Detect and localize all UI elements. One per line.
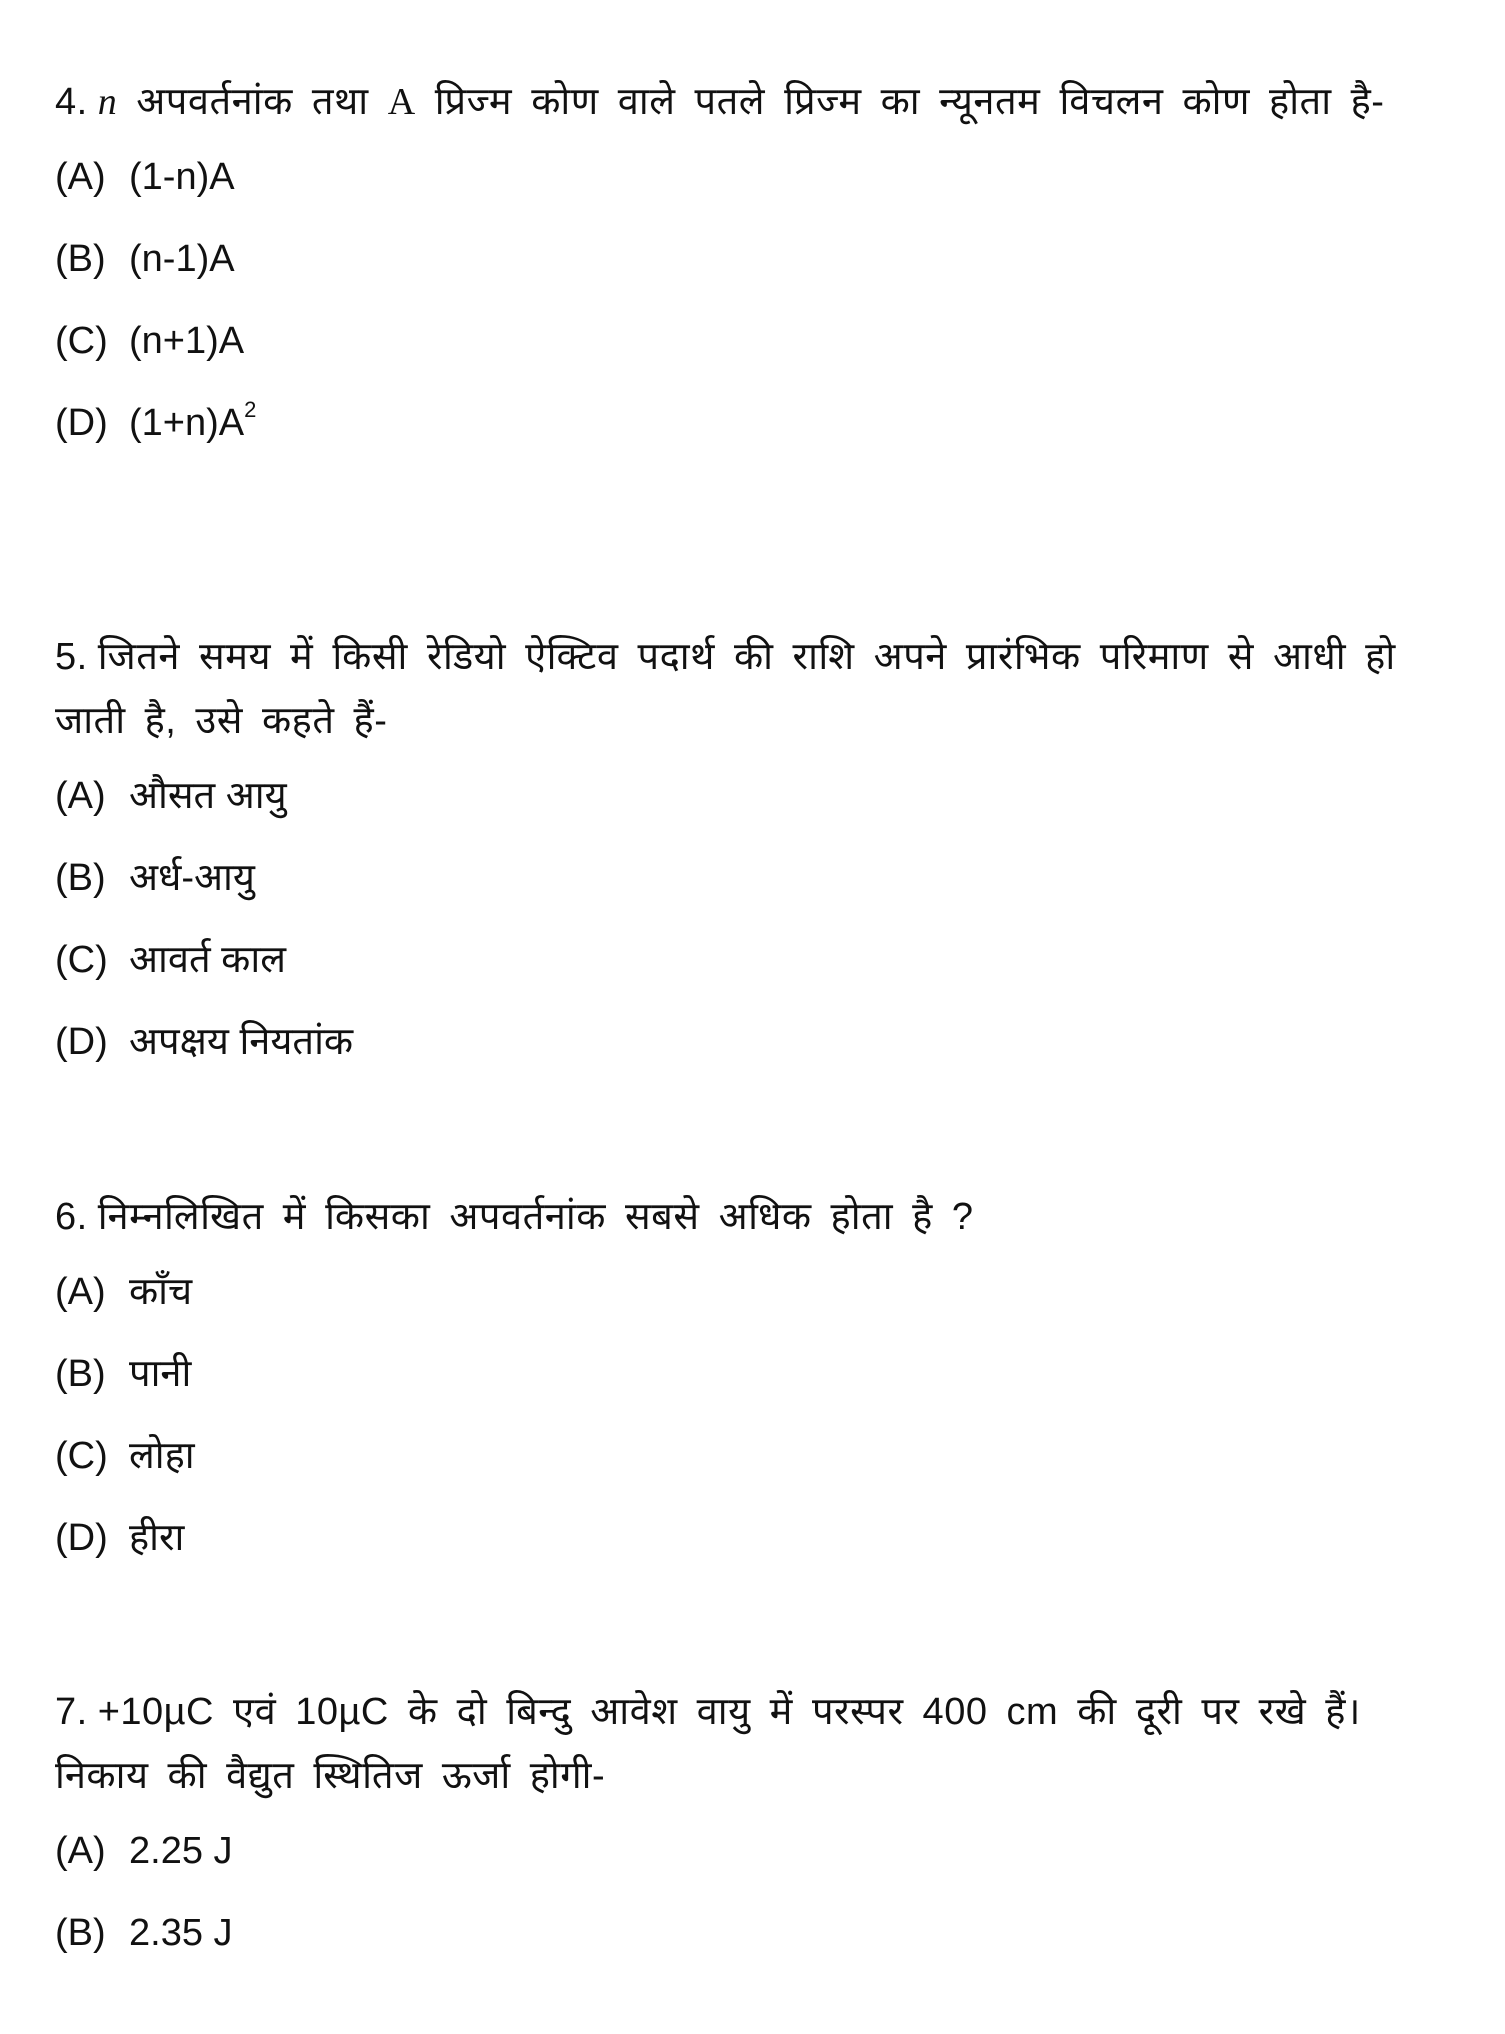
option-label: (A) [55, 156, 106, 198]
option-c[interactable] [55, 1431, 1455, 1513]
question-7-text [55, 1680, 1455, 1808]
option-text: (n-1)A [129, 238, 235, 280]
options-list [55, 152, 1455, 480]
option-a[interactable] [55, 152, 1455, 234]
option-text: 2.35 J [129, 1912, 233, 1954]
option-label: (A) [55, 1271, 106, 1313]
option-text: अपक्षय नियतांक [129, 1021, 354, 1063]
option-text [129, 398, 256, 448]
question-text: जितने समय में किसी रेडियो ऐक्टिव पदार्थ की राशि अपने प्रारंभिक परिमाण से आधी हो जाती है, उसे कहते हैं- [55, 636, 1396, 742]
question-4-text [55, 70, 1455, 134]
option-label: (B) [55, 238, 106, 280]
option-label: (A) [55, 775, 106, 817]
question-7 [55, 1680, 1455, 1990]
question-text: +10µC एवं 10µC के दो बिन्दु आवेश वायु में परस्पर 400 cm की दूरी पर रखे हैं। निकाय की वैद्युत स्थितिज ऊर्जा होगी- [55, 1691, 1361, 1797]
option-d[interactable] [55, 1017, 1455, 1099]
option-base-text: (1+n)A [129, 402, 245, 444]
question-number: 6. [55, 1196, 88, 1238]
option-label: (C) [55, 320, 108, 362]
question-number: 7. [55, 1691, 88, 1733]
option-label: (B) [55, 857, 106, 899]
option-d[interactable] [55, 398, 1455, 480]
question-6-text [55, 1185, 1455, 1249]
question-6 [55, 1185, 1455, 1595]
option-b[interactable] [55, 1349, 1455, 1431]
option-superscript: 2 [244, 397, 257, 422]
option-text: लोहा [129, 1435, 195, 1477]
option-d[interactable] [55, 1513, 1455, 1595]
option-a[interactable] [55, 771, 1455, 853]
option-label: (D) [55, 1021, 108, 1063]
question-text: निम्नलिखित में किसका अपवर्तनांक सबसे अधिक होता है ? [97, 1196, 974, 1238]
question-5 [55, 625, 1455, 1099]
variable-n: n [97, 81, 118, 123]
option-c[interactable] [55, 316, 1455, 398]
options-list [55, 1826, 1455, 1990]
question-5-text [55, 625, 1455, 753]
options-list [55, 1267, 1455, 1595]
option-b[interactable] [55, 234, 1455, 316]
option-text: अर्ध-आयु [129, 857, 255, 899]
option-b[interactable] [55, 853, 1455, 935]
option-text: (n+1)A [129, 320, 245, 362]
option-label: (D) [55, 402, 108, 444]
option-text: काँच [129, 1271, 193, 1313]
option-label: (A) [55, 1830, 106, 1872]
option-label: (D) [55, 1517, 108, 1559]
question-number: 5. [55, 636, 88, 678]
variable-A: A [387, 81, 416, 123]
option-label: (C) [55, 939, 108, 981]
option-text: (1-n)A [129, 156, 235, 198]
question-4 [55, 70, 1455, 480]
option-b[interactable] [55, 1908, 1455, 1990]
option-label: (B) [55, 1912, 106, 1954]
option-text: आवर्त काल [129, 939, 286, 981]
option-text: 2.25 J [129, 1830, 233, 1872]
option-label: (B) [55, 1353, 106, 1395]
question-text-part: अपवर्तनांक तथा [136, 81, 369, 123]
option-a[interactable] [55, 1826, 1455, 1908]
question-text-part: प्रिज्म कोण वाले पतले प्रिज्म का न्यूनतम विचलन कोण होता है- [434, 81, 1385, 123]
option-text: औसत आयु [129, 775, 287, 817]
options-list [55, 771, 1455, 1099]
question-number: 4. [55, 81, 88, 123]
option-c[interactable] [55, 935, 1455, 1017]
option-a[interactable] [55, 1267, 1455, 1349]
option-text: पानी [129, 1353, 192, 1395]
option-text: हीरा [129, 1517, 185, 1559]
option-label: (C) [55, 1435, 108, 1477]
